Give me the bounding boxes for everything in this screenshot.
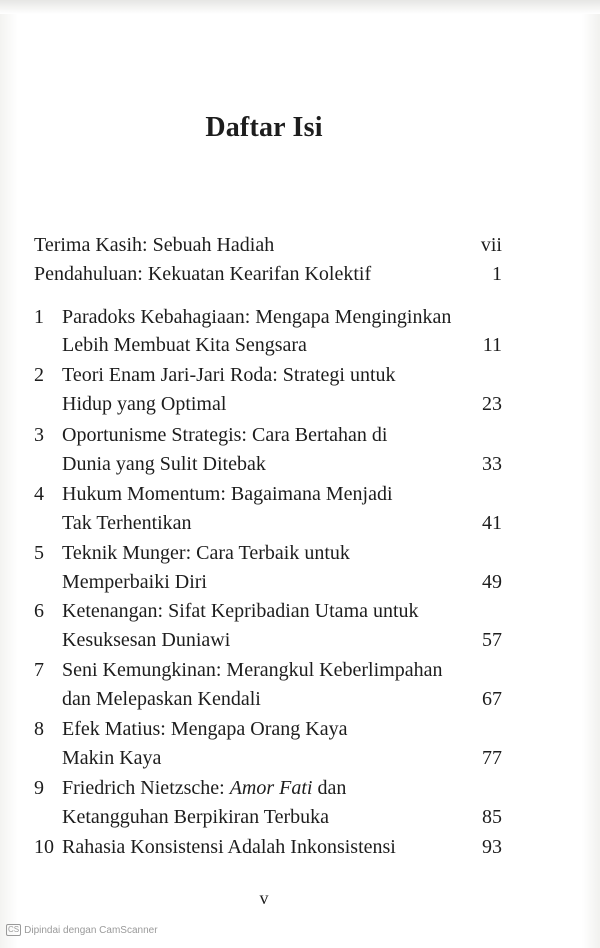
chapter-number: 7: [34, 659, 44, 681]
chapter-title-line1: Seni Kemungkinan: Merangkul Keberlimpahan: [62, 659, 443, 681]
chapter-page: 57: [482, 629, 502, 651]
chapter-title-line2: Makin Kaya: [62, 747, 162, 769]
chapter-number: 10: [34, 836, 54, 858]
chapter-title-part: Friedrich Nietzsche:: [62, 777, 230, 799]
toc-chapter-5: [0, 538, 600, 568]
chapter-title-line1: [62, 773, 346, 803]
toc-chapter-4: [0, 479, 600, 509]
toc-entry-page: vii: [480, 234, 502, 256]
toc-chapter-10: [0, 832, 600, 862]
toc-chapter-8: [0, 714, 600, 744]
page-number: v: [259, 888, 269, 908]
toc-chapter-6: [0, 596, 600, 626]
chapter-title-line1: Paradoks Kebahagiaan: Mengapa Menginginkan: [62, 306, 452, 328]
chapter-page: 49: [482, 571, 502, 593]
toc-chapter-3: [0, 420, 600, 450]
chapter-number: 1: [34, 306, 44, 328]
toc-chapter-8-line2: [0, 743, 600, 773]
toc-chapter-6-line2: [0, 625, 600, 655]
chapter-number: 5: [34, 542, 44, 564]
toc-chapter-5-line2: [0, 567, 600, 597]
chapter-page: 33: [482, 453, 502, 475]
scanner-watermark: [6, 924, 158, 936]
page-title: Daftar Isi: [205, 112, 323, 143]
toc-chapter-2: [0, 360, 600, 390]
chapter-page: 11: [482, 334, 502, 356]
chapter-title-line1: Hukum Momentum: Bagaimana Menjadi: [62, 483, 393, 505]
chapter-title-line1: Ketenangan: Sifat Kepribadian Utama untuk: [62, 600, 419, 622]
toc-chapter-1: [0, 302, 600, 332]
toc-chapter-1-line2: [0, 330, 600, 360]
toc-chapter-3-line2: [0, 449, 600, 479]
chapter-title-line2: Kesuksesan Duniawi: [62, 629, 231, 651]
camscanner-logo-icon: CS: [8, 925, 20, 934]
toc-chapter-9-line2: [0, 802, 600, 832]
chapter-page: 93: [482, 836, 502, 858]
toc-entry-text: Terima Kasih: Sebuah Hadiah: [34, 234, 275, 256]
toc-chapter-9: [0, 773, 600, 803]
chapter-title-line2: Lebih Membuat Kita Sengsara: [62, 334, 307, 356]
chapter-number: 9: [34, 777, 44, 799]
chapter-title-line2: Ketangguhan Berpikiran Terbuka: [62, 806, 330, 828]
chapter-title-line1: Teori Enam Jari-Jari Roda: Strategi untuk: [62, 364, 396, 386]
chapter-number: 8: [34, 718, 44, 740]
chapter-page: 77: [482, 747, 502, 769]
chapter-page: 23: [482, 393, 502, 415]
chapter-number: 3: [34, 424, 44, 446]
chapter-title-emphasis: Amor Fati: [229, 777, 313, 799]
chapter-page: 85: [482, 806, 502, 828]
toc-entry-introduction: [0, 259, 600, 289]
toc-chapter-7: [0, 655, 600, 685]
chapter-title-line2: dan Melepaskan Kendali: [62, 688, 261, 710]
chapter-title-line1: Rahasia Konsistensi Adalah Inkonsistensi: [62, 836, 396, 858]
toc-entry-text: Pendahuluan: Kekuatan Kearifan Kolektif: [34, 263, 372, 285]
chapter-page: 41: [482, 512, 502, 534]
page-top-shadow: [0, 0, 600, 14]
chapter-title-line1: Efek Matius: Mengapa Orang Kaya: [62, 718, 348, 740]
chapter-page: 67: [482, 688, 502, 710]
toc-entry-page: 1: [492, 263, 502, 285]
toc-chapter-2-line2: [0, 389, 600, 419]
toc-entry-acknowledgements: [0, 230, 600, 260]
toc-chapter-7-line2: [0, 684, 600, 714]
chapter-number: 6: [34, 600, 44, 622]
chapter-title-part: dan: [312, 777, 347, 799]
chapter-number: 4: [34, 483, 44, 505]
chapter-number: 2: [34, 364, 44, 386]
chapter-title-line1: Oportunisme Strategis: Cara Bertahan di: [62, 424, 388, 446]
chapter-title-line2: Tak Terhentikan: [62, 512, 192, 534]
chapter-title-line1: Teknik Munger: Cara Terbaik untuk: [62, 542, 350, 564]
chapter-title-line2: Dunia yang Sulit Ditebak: [62, 453, 266, 475]
watermark-text: Dipindai dengan CamScanner: [24, 924, 158, 936]
toc-chapter-4-line2: [0, 508, 600, 538]
chapter-title-line2: Hidup yang Optimal: [62, 393, 227, 415]
chapter-title-line2: Memperbaiki Diri: [62, 571, 207, 593]
